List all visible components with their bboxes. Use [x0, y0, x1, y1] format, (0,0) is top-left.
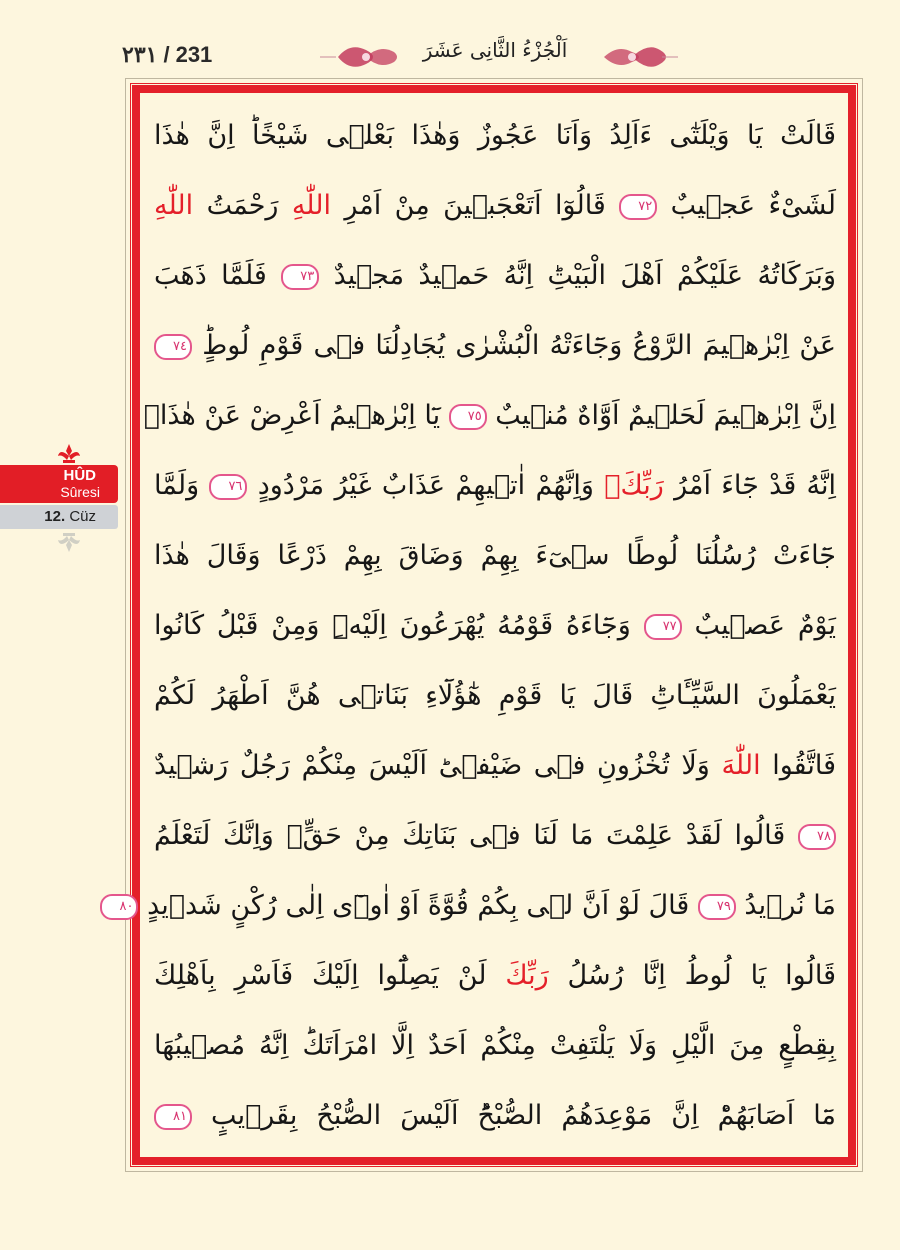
- ayah-number-marker: ٧٦: [209, 474, 247, 500]
- verse-text: يَوْمٌ عَصٖيبٌ: [681, 610, 837, 641]
- quran-text: [119, 101, 837, 1151]
- juz-label: Cüz: [69, 508, 96, 525]
- verse-text: لَنْ يَصِلُٓوا اِلَيْكَ فَاَسْرِ بِاَهْلِكَ: [154, 960, 506, 991]
- verse-line: [154, 661, 836, 731]
- ayah-number-marker: ٧٧: [644, 614, 682, 640]
- page-number-arabic: ٢٣١: [122, 42, 158, 67]
- verse-text: جَٓاءَتْ رُسُلُنَا لُوطًا سٖیٓءَ بِهِمْ وَضَاقَ بِهِمْ ذَرْعًا وَقَالَ هٰذَا: [154, 540, 836, 571]
- ayah-number-marker: ٧٩: [698, 894, 736, 920]
- surah-name: HÛD: [63, 467, 96, 484]
- divine-name: رَبِّكَ: [604, 470, 664, 501]
- verse-text: وَبَرَكَاتُهُ عَلَيْكُمْ اَهْلَ الْبَيْتِؕ اِنَّهُ حَمٖيدٌ مَجٖيدٌ: [319, 260, 836, 291]
- verse-text: قَالُوا لَقَدْ عَلِمْتَ مَا لَنَا فٖى بَنَاتِكَ مِنْ حَقٍّۚ وَاِنَّكَ لَتَعْلَمُ: [154, 820, 798, 851]
- verse-text: وَلَمَّا: [154, 470, 210, 501]
- divine-name: اللّٰهِ: [154, 190, 194, 221]
- page-number: [122, 38, 272, 72]
- divine-name: اللّٰهَ: [721, 750, 761, 781]
- verse-text: قَالَتْ يَا وَيْلَتٰٓى ءَاَلِدُ وَاَنَا عَجُوزٌ وَهٰذَا بَعْلٖى شَيْخًاؕ اِنَّ هٰذَا: [154, 120, 836, 151]
- floral-ornament-icon: [320, 40, 402, 74]
- verse-text: بِقِطْعٍ مِنَ الَّيْلِ وَلَا يَلْتَفِتْ مِنْكُمْ اَحَدٌ اِلَّا امْرَاَتَكَؕ اِنَّهُ مُصٖيبُهَا: [154, 1030, 836, 1061]
- ayah-number-marker: ٨١: [154, 1104, 192, 1130]
- fleur-de-lis-icon: [56, 530, 82, 552]
- verse-text: فَاتَّقُوا: [760, 750, 836, 781]
- verse-text: ۚ وَاِنَّهُمْ اٰتٖيهِمْ عَذَابٌ غَيْرُ مَرْدُودٍ: [247, 470, 605, 501]
- verse-text: اِنَّهُ قَدْ جَٓاءَ اَمْرُ: [663, 470, 837, 501]
- verse-text: قَالُوا يَا لُوطُ اِنَّا رُسُلُ: [548, 960, 836, 991]
- verse-text: وَلَا تُخْزُونِ فٖى ضَيْفٖیؕ اَلَيْسَ مِنْكُمْ رَجُلٌ رَشٖيدٌ: [154, 750, 722, 781]
- verse-text: قَالَ لَوْ اَنَّ لٖى بِكُمْ قُوَّةً اَوْ اٰوٖٓى اِلٰى رُكْنٍ شَدٖيدٍ: [138, 890, 698, 921]
- juz-badge: [0, 505, 118, 529]
- verse-text: قَالُوٓا اَتَعْجَبٖينَ مِنْ اَمْرِ: [330, 190, 620, 221]
- verse-line: [119, 871, 836, 941]
- verse-line: [154, 941, 836, 1011]
- verse-text: يَٓا اِبْرٰهٖيمُ اَعْرِضْ عَنْ هٰذَاۚ: [143, 400, 449, 431]
- juz-header: [300, 34, 690, 78]
- surah-tab[interactable]: [0, 465, 120, 529]
- verse-line: [154, 591, 836, 661]
- verse-text: رَحْمَتُ: [193, 190, 292, 221]
- juz-number: 12.: [44, 508, 66, 525]
- ayah-number-marker: ٧٤: [154, 334, 192, 360]
- verse-line: [154, 521, 836, 591]
- verse-line: [154, 1011, 836, 1081]
- verse-text: فَلَمَّا ذَهَبَ: [154, 260, 282, 291]
- verse-text: مَٓا اَصَابَهُمْؕ اِنَّ مَوْعِدَهُمُ الصُّبْحُؕ اَلَيْسَ الصُّبْحُ بِقَرٖيبٍ: [192, 1100, 836, 1131]
- verse-text: مَا نُرٖيدُ: [735, 890, 836, 921]
- surah-label: Sûresi: [60, 484, 100, 500]
- verse-text: وَجَٓاءَهُ قَوْمُهُ يُهْرَعُونَ اِلَيْهِۜ وَمِنْ قَبْلُ كَانُوا: [154, 610, 644, 641]
- ayah-number-marker: ٧٢: [619, 194, 657, 220]
- verse-line: [154, 171, 836, 241]
- surah-tab-header: [0, 465, 118, 503]
- ayah-number-marker: ٧٥: [449, 404, 487, 430]
- verse-line: [154, 311, 836, 381]
- verse-line: [154, 801, 836, 871]
- divine-name: اللّٰهِ: [291, 190, 331, 221]
- verse-line: [143, 381, 836, 451]
- verse-line: [154, 1081, 836, 1151]
- verse-text: عَنْ اِبْرٰهٖيمَ الرَّوْعُ وَجَٓاءَتْهُ الْبُشْرٰى يُجَادِلُنَا فٖى قَوْمِ لُوطٍؕ: [192, 330, 836, 361]
- verse-text: اِنَّ اِبْرٰهٖيمَ لَحَلٖيمٌ اَوَّاهٌ مُنٖيبٌ: [486, 400, 836, 431]
- ayah-number-marker: ٧٨: [798, 824, 836, 850]
- fleur-de-lis-icon: [56, 444, 82, 466]
- divine-name: رَبِّكَ: [505, 960, 549, 991]
- ayah-number-marker: ٧٣: [281, 264, 319, 290]
- verse-line: [154, 241, 836, 311]
- page-number-separator: /: [163, 42, 170, 67]
- floral-ornament-icon: [596, 40, 678, 74]
- page-number-latin: 231: [175, 42, 213, 67]
- juz-title: اَلْجُزْءُ الثَّانِى عَشَرَ: [422, 38, 568, 62]
- verse-line: [154, 101, 836, 171]
- verse-line: [154, 731, 836, 801]
- ayah-number-marker: ٨٠: [100, 894, 138, 920]
- verse-text: لَشَیْءٌ عَجٖيبٌ: [657, 190, 836, 221]
- verse-text: يَعْمَلُونَ السَّيِّـَٔاتِؕ قَالَ يَا قَوْمِ هٰٓؤُلَٓاءِ بَنَاتٖى هُنَّ اَطْهَرُ لَكُمْ: [154, 680, 836, 711]
- page-frame: [119, 78, 863, 1172]
- verse-line: [154, 451, 836, 521]
